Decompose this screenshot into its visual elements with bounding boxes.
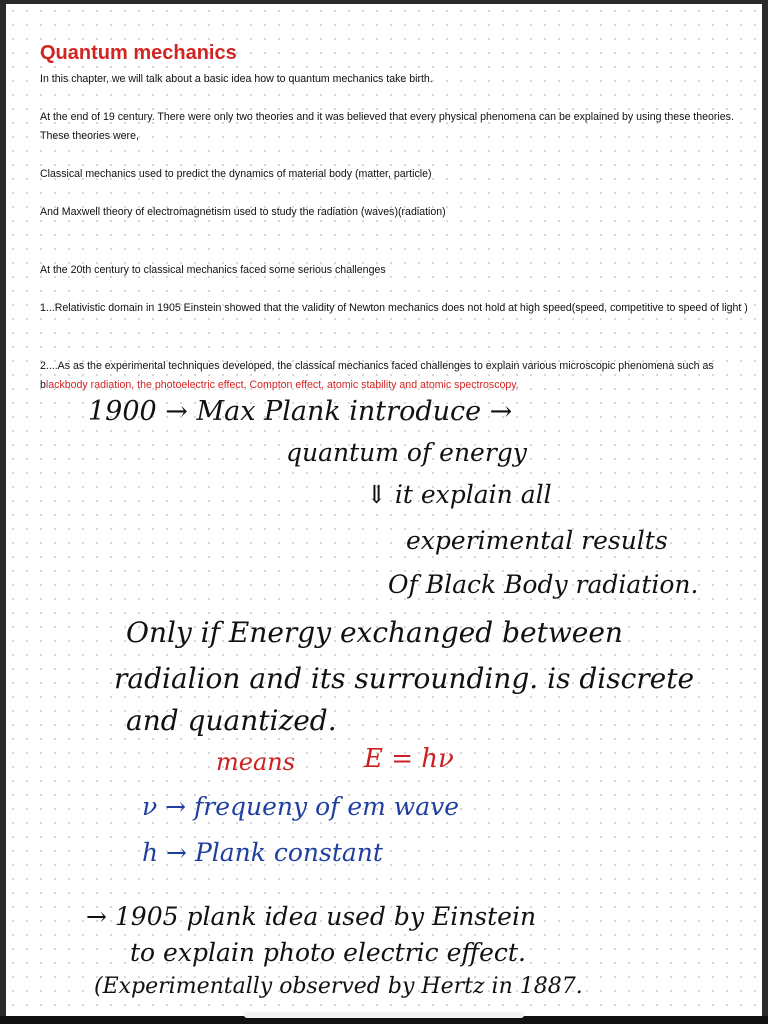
- handwritten-photo-electric: to explain photo electric effect.: [130, 938, 526, 967]
- handwritten-quantum-energy: quantum of energy: [286, 438, 527, 467]
- handwritten-equation: E = hν: [364, 744, 454, 774]
- paragraph-classical-mechanics: Classical mechanics used to predict the dynamics of material body (matter, particle): [40, 168, 432, 180]
- handwritten-means: means: [216, 748, 296, 776]
- handwritten-nu-definition: ν → frequeny of em wave: [142, 792, 460, 821]
- handwritten-black-body: Of Black Body radiation.: [388, 570, 699, 599]
- handwritten-quantized: and quantized.: [126, 704, 337, 737]
- paragraph-20th-century: At the 20th century to classical mechanics faced some serious challenges: [40, 264, 386, 276]
- challenges-text: 2....As as the experimental techniques developed, the classical mechanics faced challenges to explain various microscopic phenomena such as b: [40, 360, 714, 391]
- paragraph-relativistic-domain: 1...Relativistic domain in 1905 Einstein showed that the validity of Newton mechanics does not hold at high speed(speed, competitive to speed of light ): [40, 302, 748, 314]
- paragraph-maxwell-theory: And Maxwell theory of electromagnetism used to study the radiation (waves)(radiation): [40, 206, 446, 218]
- handwritten-explain-all: ⇓ it explain all: [366, 480, 552, 509]
- note-page: [6, 4, 762, 1016]
- home-indicator[interactable]: [244, 1012, 524, 1018]
- handwritten-only-if-energy: Only if Energy exchanged between: [126, 616, 623, 649]
- handwritten-h-definition: h → Plank constant: [142, 838, 383, 867]
- intro-text: In this chapter, we will talk about a basic idea how to quantum mechanics take birth.: [40, 73, 433, 85]
- page-title: Quantum mechanics: [40, 42, 237, 64]
- challenges-highlight: lackbody radiation, the photoelectric effect, Compton effect, atomic stability and atomic spectroscopy.: [45, 379, 519, 391]
- handwritten-experimental-results: experimental results: [406, 526, 668, 555]
- handwritten-hertz: (Experimentally observed by Hertz in 1887.: [94, 974, 583, 999]
- handwritten-radiation-surrounding: radialion and its surrounding. is discrete: [114, 662, 695, 695]
- paragraph-19th-century: At the end of 19 century. There were only two theories and it was believed that every physical phenomena can be explained by using these theories. These theories were,: [40, 111, 734, 142]
- paragraph-experimental-challenges: [40, 357, 752, 395]
- handwritten-1905-einstein: → 1905 plank idea used by Einstein: [86, 902, 537, 931]
- handwritten-line-1900: 1900 → Max Plank introduce →: [88, 396, 513, 427]
